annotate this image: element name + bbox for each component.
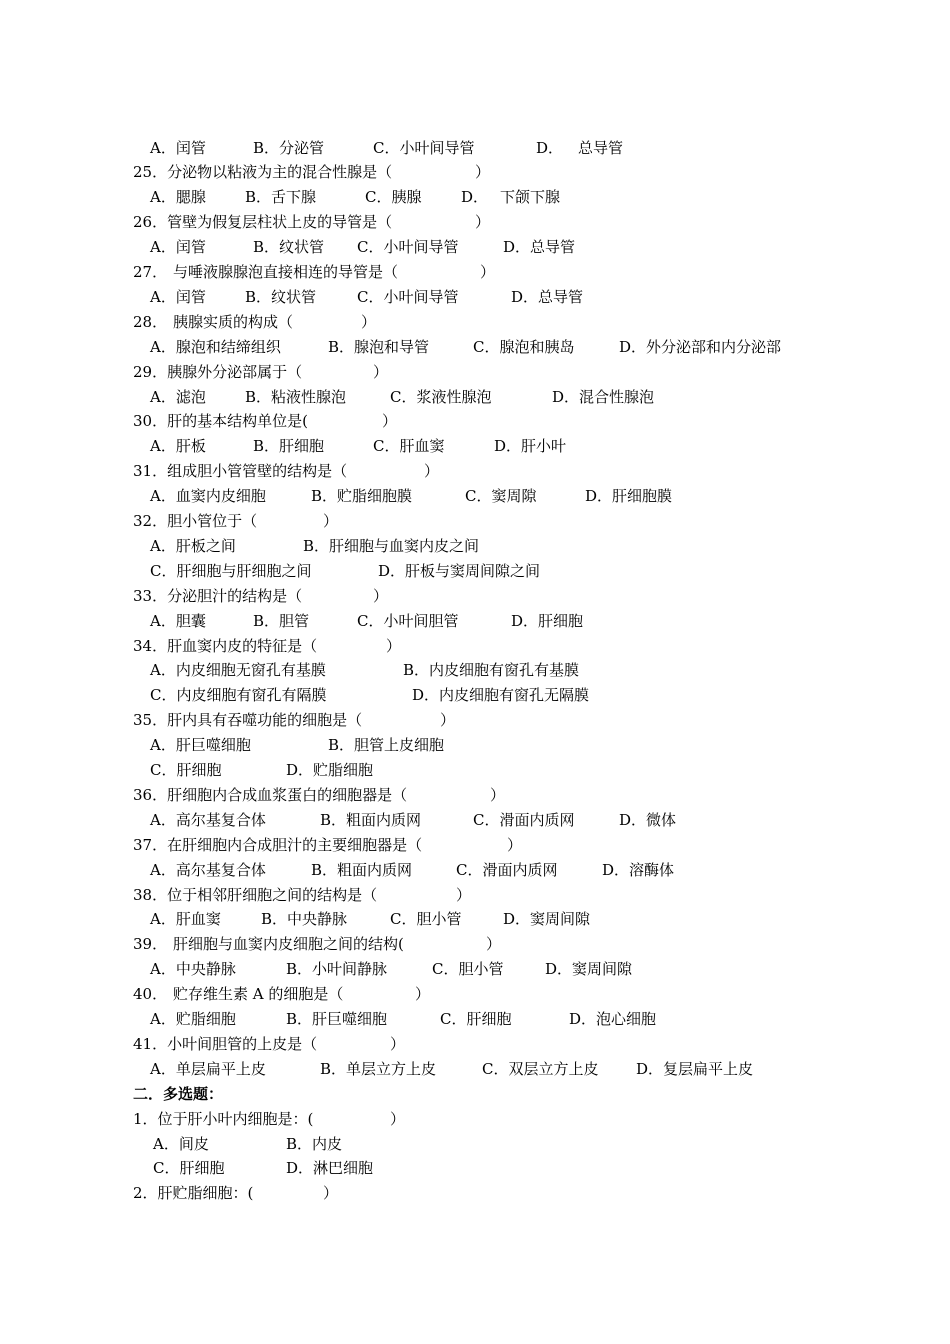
line-text: 35．肝内具有吞噬功能的细胞是（: [133, 711, 363, 730]
line-text: 29．胰腺外分泌部属于（: [133, 362, 303, 381]
line-text: 40．: [133, 985, 168, 1004]
option-text: D．总导管: [511, 287, 584, 306]
option-text: C．内皮细胞有窗孔有隔膜: [150, 686, 327, 705]
option-text: 总导管: [578, 138, 624, 157]
option-text: D．窦周间隙: [545, 960, 633, 979]
line-text: ）: [440, 711, 456, 730]
line-text: 二．多选题：: [133, 1084, 224, 1103]
line-text: 肝细胞与血窦内皮细胞之间的结构(: [173, 935, 404, 954]
option-text: C．胆小管: [390, 910, 462, 929]
options-line: [0, 434, 950, 459]
option-text: B．粘液性腺泡: [245, 387, 347, 406]
option-text: B．肝细胞: [253, 437, 325, 456]
option-text: C．胆小管: [432, 960, 504, 979]
line-text: ）: [373, 586, 389, 605]
options-line: [0, 907, 950, 932]
option-text: A．单层扁平上皮: [150, 1059, 266, 1078]
question-line: [0, 982, 950, 1007]
option-text: D．窦周间隙: [503, 910, 591, 929]
line-text: ）: [386, 636, 402, 655]
question-line: [0, 708, 950, 733]
option-text: D．肝小叶: [494, 437, 567, 456]
options-line: [0, 1057, 950, 1082]
options-line: [0, 808, 950, 833]
line-text: 36．肝细胞内合成血浆蛋白的细胞器是（: [133, 785, 408, 804]
option-text: D．贮脂细胞: [286, 761, 374, 779]
option-text: A．肝血窦: [150, 910, 221, 929]
line-text: 34．肝血窦内皮的特征是（: [133, 636, 318, 655]
option-text: B．纹状管: [245, 287, 317, 306]
question-line: [0, 932, 950, 957]
line-text: ）: [361, 312, 377, 331]
option-text: C．胰腺: [365, 188, 422, 207]
line-text: 30．肝的基本结构单位是(: [133, 412, 308, 431]
option-text: D．微体: [619, 810, 677, 829]
option-text: A．闰管: [150, 287, 206, 306]
option-text: A．肝板: [150, 437, 206, 456]
option-text: B．中央静脉: [261, 910, 348, 929]
option-text: A．肝巨噬细胞: [150, 736, 251, 755]
options-line: [0, 733, 950, 758]
option-text: B．纹状管: [253, 238, 325, 257]
option-text: D．肝细胞膜: [585, 487, 673, 506]
line-text: ）: [323, 512, 339, 530]
line-text: 27．: [133, 263, 168, 281]
options-line: [0, 658, 950, 683]
options-line: [0, 185, 950, 210]
line-text: ）: [373, 362, 389, 381]
line-text: ）: [490, 785, 506, 804]
line-text: ）: [323, 1184, 339, 1203]
line-text: 贮存维生素 A 的细胞是（: [173, 985, 344, 1004]
line-text: ）: [486, 935, 502, 954]
options-line: [0, 136, 950, 161]
question-line: [0, 634, 950, 659]
line-text: ）: [424, 462, 440, 481]
line-text: ）: [415, 985, 431, 1004]
section-heading: [0, 1082, 950, 1107]
options-line: [0, 609, 950, 634]
line-text: 2．肝贮脂细胞：(: [133, 1184, 254, 1203]
options-line: [0, 1156, 950, 1181]
option-text: B．粗面内质网: [311, 860, 413, 879]
option-text: C．肝血窦: [373, 437, 445, 456]
option-text: D．复层扁平上皮: [636, 1059, 754, 1078]
option-text: A．间皮: [153, 1134, 209, 1153]
option-text: D．总导管: [503, 238, 576, 257]
line-text: 38．位于相邻肝细胞之间的结构是（: [133, 885, 378, 904]
option-text: A．高尔基复合体: [150, 860, 266, 879]
question-line: [0, 360, 950, 385]
option-text: D．淋巴细胞: [286, 1159, 374, 1178]
option-text: D．外分泌部和内分泌部: [619, 337, 782, 356]
option-text: A．贮脂细胞: [150, 1010, 236, 1028]
options-line: [0, 484, 950, 509]
options-line: [0, 534, 950, 559]
option-text: B．分泌管: [253, 138, 325, 157]
option-text: A．中央静脉: [150, 960, 236, 979]
option-text: D．混合性腺泡: [552, 387, 655, 406]
option-text: B．单层立方上皮: [320, 1059, 437, 1078]
option-text: A．腺泡和结缔组织: [150, 337, 281, 356]
line-text: ）: [480, 263, 496, 281]
option-text: A．内皮细胞无窗孔有基膜: [150, 661, 326, 680]
option-text: C．肝细胞: [440, 1010, 512, 1028]
option-text: A．闰管: [150, 138, 206, 157]
line-text: ）: [475, 213, 491, 232]
question-line: [0, 409, 950, 434]
option-text: 下颌下腺: [500, 188, 561, 207]
line-text: 25．分泌物以粘液为主的混合性腺是（: [133, 163, 393, 182]
options-line: [0, 385, 950, 410]
option-text: A．腮腺: [150, 188, 206, 207]
option-text: C．小叶间胆管: [357, 611, 459, 630]
option-text: B．胆管上皮细胞: [328, 736, 445, 755]
line-text: 41．小叶间胆管的上皮是（: [133, 1034, 318, 1053]
option-text: C．肝细胞: [150, 761, 222, 779]
line-text: 37．在肝细胞内合成胆汁的主要细胞器是（: [133, 835, 423, 854]
options-line: [0, 758, 950, 783]
option-text: A．胆囊: [150, 611, 206, 630]
option-text: C．窦周隙: [465, 487, 537, 506]
options-line: [0, 559, 950, 584]
line-text: 32．胆小管位于（: [133, 512, 258, 530]
option-text: B．粗面内质网: [320, 810, 422, 829]
options-line: [0, 335, 950, 360]
question-line: [0, 459, 950, 484]
option-text: B．肝细胞与血窦内皮之间: [303, 536, 480, 555]
question-line: [0, 584, 950, 609]
line-text: 与唾液腺腺泡直接相连的导管是（: [173, 263, 399, 281]
option-text: C．小叶间导管: [357, 238, 459, 257]
question-line: [0, 210, 950, 235]
line-text: ）: [382, 412, 398, 431]
option-text: A．肝板之间: [150, 536, 236, 555]
option-text: B．肝巨噬细胞: [286, 1010, 388, 1028]
question-line: [0, 310, 950, 335]
option-text: A．高尔基复合体: [150, 810, 266, 829]
question-line: [0, 1107, 950, 1132]
option-text: D．内皮细胞有窗孔无隔膜: [412, 686, 590, 705]
option-text: D．泡心细胞: [569, 1010, 657, 1028]
option-text: C．浆液性腺泡: [390, 387, 492, 406]
option-text: B．内皮: [286, 1134, 343, 1153]
line-text: ）: [507, 835, 523, 854]
option-text: B．腺泡和导管: [328, 337, 430, 356]
option-text: C．肝细胞与肝细胞之间: [150, 561, 312, 580]
line-text: ）: [475, 163, 491, 182]
option-text: C．腺泡和胰岛: [473, 337, 575, 356]
option-text: A．血窦内皮细胞: [150, 487, 266, 506]
line-text: 31．组成胆小管管壁的结构是（: [133, 462, 348, 481]
option-text: B．小叶间静脉: [286, 960, 388, 979]
option-text: C．小叶间导管: [357, 287, 459, 306]
line-text: 1．位于肝小叶内细胞是：(: [133, 1109, 314, 1128]
option-text: A．滤泡: [150, 387, 206, 406]
option-text: B．贮脂细胞膜: [311, 487, 413, 506]
question-line: [0, 1032, 950, 1057]
line-text: ）: [456, 885, 472, 904]
line-text: 胰腺实质的构成（: [173, 312, 294, 331]
question-line: [0, 783, 950, 808]
question-line: [0, 160, 950, 185]
option-text: B．内皮细胞有窗孔有基膜: [403, 661, 580, 680]
options-line: [0, 1007, 950, 1032]
option-text: B．舌下腺: [245, 188, 317, 207]
option-text: C．双层立方上皮: [482, 1059, 599, 1078]
line-text: ）: [390, 1034, 406, 1053]
options-line: [0, 858, 950, 883]
option-text: C．小叶间导管: [373, 138, 475, 157]
line-text: 26．管壁为假复层柱状上皮的导管是（: [133, 213, 393, 232]
line-text: ）: [390, 1109, 406, 1128]
question-line: [0, 883, 950, 908]
line-text: 28．: [133, 312, 168, 331]
question-line: [0, 260, 950, 285]
options-line: [0, 1132, 950, 1157]
options-line: [0, 683, 950, 708]
option-text: B．胆管: [253, 611, 310, 630]
options-line: [0, 957, 950, 982]
option-text: D．肝板与窦周间隙之间: [378, 561, 541, 580]
option-text: D．: [536, 138, 564, 157]
option-text: C．滑面内质网: [456, 860, 558, 879]
option-text: A．闰管: [150, 238, 206, 257]
line-text: 33．分泌胆汁的结构是（: [133, 586, 303, 605]
question-line: [0, 833, 950, 858]
question-line: [0, 1181, 950, 1206]
options-line: [0, 235, 950, 260]
options-line: [0, 285, 950, 310]
option-text: D．肝细胞: [511, 611, 584, 630]
line-text: 39．: [133, 935, 168, 954]
option-text: D．: [461, 188, 489, 207]
question-line: [0, 509, 950, 534]
option-text: C．肝细胞: [153, 1159, 225, 1178]
option-text: D．溶酶体: [602, 860, 675, 879]
option-text: C．滑面内质网: [473, 810, 575, 829]
